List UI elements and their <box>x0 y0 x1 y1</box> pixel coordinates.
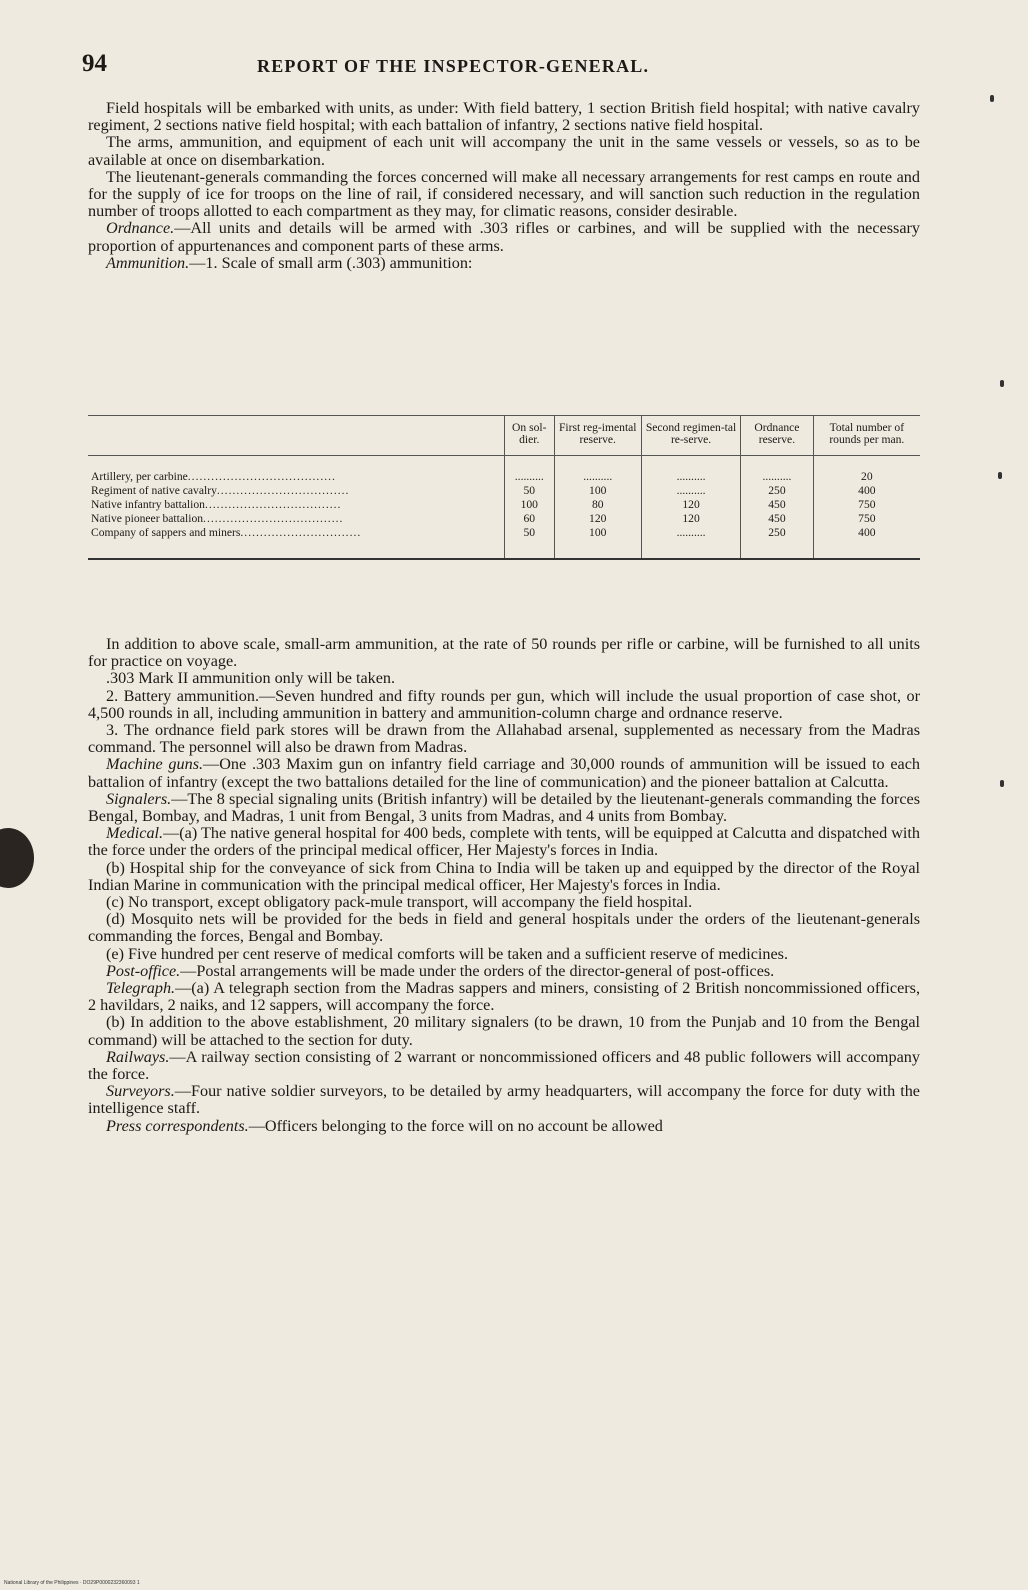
paragraph-text: (b) Hospital ship for the conveyance of sick from China to India will be taken up and equipped by the director of the Royal Indian Marine in communication with the principal medical officer, Her Majesty's forces in India. <box>88 858 920 894</box>
row-label <box>88 484 505 498</box>
paragraph-text: —Officers belonging to the force will on no account be allowed <box>248 1116 663 1135</box>
leader-dots: ...................................... <box>187 469 336 483</box>
row-label <box>88 526 505 558</box>
paragraph-lead: Post-office. <box>106 961 181 980</box>
paragraph <box>88 756 920 790</box>
paragraph-text: In addition to above scale, small-arm ammunition, at the rate of 50 rounds per rifle or carbine, will be furnished to all units for practice on voyage. <box>88 635 920 671</box>
paragraph-text: —A railway section consisting of 2 warrant or noncommissioned officers and 48 public followers will accompany the force. <box>88 1047 920 1084</box>
table-body <box>88 455 920 558</box>
paragraph-text: —Four native soldier surveyors, to be detailed by army headquarters, will accompany the force for duty with the intelligence staff. <box>88 1082 920 1118</box>
paragraph-lead: Medical. <box>106 824 164 843</box>
paragraph-lead: Surveyors. <box>106 1082 175 1101</box>
row-label <box>88 455 505 484</box>
paragraph-lead: Press correspondents. <box>106 1116 249 1135</box>
paragraph-text: (e) Five hundred per cent reserve of medical comforts will be taken and a sufficient reserve of medicines. <box>106 944 789 963</box>
paragraph <box>88 980 920 1014</box>
row-label <box>88 512 505 526</box>
column-header: First reg-imental reserve. <box>554 416 641 455</box>
paragraph-text: Field hospitals will be embarked with units, as under: With field battery, 1 section British field hospital; with native cavalry regiment, 2 sections native field hospital; with each battalion of infantry, 2 sections native field hospital. <box>88 99 920 135</box>
stub-header <box>88 416 505 455</box>
paragraph <box>88 1014 920 1048</box>
table-cell: 80 <box>554 498 641 512</box>
table-cell: 400 <box>813 484 920 498</box>
table-cell: 450 <box>741 498 813 512</box>
paragraph <box>88 722 920 756</box>
paragraph-lead: Machine guns. <box>106 755 204 774</box>
table-cell: 250 <box>741 484 813 498</box>
table-cell: 750 <box>813 498 920 512</box>
paragraph <box>88 1118 920 1135</box>
table-cell: 50 <box>505 526 555 558</box>
table-row <box>88 526 920 558</box>
paragraph <box>88 1083 920 1117</box>
table-row <box>88 498 920 512</box>
paragraph <box>88 255 920 272</box>
paragraph <box>88 134 920 168</box>
table-header-row <box>88 416 920 455</box>
table-cell: 60 <box>505 512 555 526</box>
column-header: Second regimen-tal re-serve. <box>641 416 740 455</box>
paragraph-text: (d) Mosquito nets will be provided for the beds in field and general hospitals under the orders of the lieutenant-generals commanding the forces, Bengal and Bombay. <box>88 910 920 946</box>
table-cell: .......... <box>641 455 740 484</box>
page-number: 94 <box>82 50 107 77</box>
table-cell: 100 <box>554 526 641 558</box>
paragraph <box>88 688 920 722</box>
row-label-text: Artillery, per carbine <box>91 469 188 483</box>
library-imprint: National Library of the Philippines · DO29P0000232360093 1 <box>4 1580 140 1586</box>
paragraph-text: —One .303 Maxim gun on infantry field carriage and 30,000 rounds of ammunition will be issued to each battalion of infantry (except the two battalions detailed for the line of communication) and the pioneer battalion at Calcutta. <box>88 755 920 791</box>
paragraph <box>88 1049 920 1083</box>
table-cell: .......... <box>741 455 813 484</box>
running-head: REPORT OF THE INSPECTOR-GENERAL. <box>257 56 650 76</box>
paragraph-text: —Postal arrangements will be made under the orders of the director-general of post-offices. <box>180 961 775 980</box>
paragraph-text: The arms, ammunition, and equipment of each unit will accompany the unit in the same vessels or vessels, so as to be available at once on disembarkation. <box>88 133 920 169</box>
paragraph-lead: Signalers. <box>106 789 172 808</box>
row-label <box>88 498 505 512</box>
paragraph <box>88 791 920 825</box>
paragraph <box>88 911 920 945</box>
ammunition-scale-table <box>88 416 920 558</box>
table-cell: 750 <box>813 512 920 526</box>
leader-dots: .................................. <box>216 483 350 497</box>
table-cell: .......... <box>641 526 740 558</box>
leader-dots: .................................... <box>203 511 344 525</box>
table-row <box>88 484 920 498</box>
paragraph-text: (b) In addition to the above establishment, 20 military signalers (to be drawn, 10 from the Punjab and 10 from the Bengal command) will be attached to the section for duty. <box>88 1013 920 1049</box>
leader-dots: ............................... <box>240 525 362 539</box>
table-cell: 120 <box>554 512 641 526</box>
paragraph <box>88 169 920 221</box>
paragraph <box>88 860 920 894</box>
row-label-text: Company of sappers and miners <box>91 525 241 539</box>
paragraph-text: 3. The ordnance field park stores will be drawn from the Allahabad arsenal, supplemented as necessary from the Madras command. The personnel will also be drawn from Madras. <box>88 721 920 757</box>
paragraph <box>88 636 920 670</box>
table-row <box>88 512 920 526</box>
margin-speck <box>1000 780 1004 787</box>
margin-speck <box>990 95 994 102</box>
paragraph-lead: Ordnance. <box>106 219 175 238</box>
paragraph <box>88 963 920 980</box>
paragraph-text: —1. Scale of small arm (.303) ammunition: <box>189 253 473 272</box>
thumb-shadow <box>0 828 34 888</box>
row-label-text: Native infantry battalion <box>91 497 205 511</box>
margin-speck <box>998 472 1002 479</box>
paragraph-lead: Telegraph. <box>106 979 176 998</box>
paragraph-text: 2. Battery ammunition.—Seven hundred and fifty rounds per gun, which will include the usual proportion of case shot, or 4,500 rounds in all, including ammunition in battery and ammunition-column charge and ordnance reserve. <box>88 686 920 722</box>
ammunition-table <box>88 415 920 560</box>
paragraph-lead: Railways. <box>106 1047 170 1066</box>
paragraph-text: .303 Mark II ammunition only will be taken. <box>106 669 396 688</box>
paragraph <box>88 220 920 254</box>
table-cell: .......... <box>554 455 641 484</box>
page-header <box>82 50 922 82</box>
column-header: Total number of rounds per man. <box>813 416 920 455</box>
text-block-top <box>88 100 920 272</box>
text-block-bottom <box>88 636 920 1135</box>
paragraph-text: The lieutenant-generals commanding the forces concerned will make all necessary arrangements for rest camps en route and for the supply of ice for troops on the line of rail, if considered necessary, and will sanction such reduction in the regulation number of troops allotted to each compartment as they may, for climatic reasons, consider desirable. <box>88 167 920 221</box>
paragraph <box>88 894 920 911</box>
table-cell: .......... <box>641 484 740 498</box>
table-cell: 250 <box>741 526 813 558</box>
paragraph-text: —All units and details will be armed with .303 rifles or carbines, and will be supplied with the necessary proportion of appurtenances and component parts of these arms. <box>88 219 920 255</box>
paragraph-text: —The 8 special signaling units (British infantry) will be detailed by the lieutenant-generals commanding the forces Bengal, Bombay, and Madras, 1 unit from Bengal, 3 units from Madras, and 4 units from Bombay. <box>88 789 920 826</box>
column-header: Ordnance reserve. <box>741 416 813 455</box>
paragraph-lead: Ammunition. <box>106 253 190 272</box>
row-label-text: Native pioneer battalion <box>91 511 204 525</box>
table-cell: 50 <box>505 484 555 498</box>
table-cell: 100 <box>505 498 555 512</box>
margin-speck <box>1000 380 1004 387</box>
table-cell: 120 <box>641 512 740 526</box>
row-label-text: Regiment of native cavalry <box>91 483 217 497</box>
table-cell: 400 <box>813 526 920 558</box>
table-row <box>88 455 920 484</box>
paragraph <box>88 100 920 134</box>
table-cell: 450 <box>741 512 813 526</box>
table-cell: .......... <box>505 455 555 484</box>
table-cell: 20 <box>813 455 920 484</box>
paragraph <box>88 670 920 687</box>
column-header: On sol-dier. <box>505 416 555 455</box>
paragraph <box>88 946 920 963</box>
table-bottom-rule <box>88 558 920 560</box>
paragraph-text: —(a) The native general hospital for 400 beds, complete with tents, will be equipped at Calcutta and dispatched with the force under the orders of the principal medical officer, Her Majesty's forces in India. <box>88 824 920 860</box>
paragraph-text: (c) No transport, except obligatory pack-mule transport, will accompany the field hospital. <box>106 893 693 912</box>
paragraph <box>88 825 920 859</box>
leader-dots: ................................... <box>204 497 342 511</box>
table-cell: 120 <box>641 498 740 512</box>
table-cell: 100 <box>554 484 641 498</box>
paragraph-text: —(a) A telegraph section from the Madras sappers and miners, consisting of 2 British noncommissioned officers, 2 havildars, 2 naiks, and 12 sappers, will accompany the force. <box>88 979 920 1015</box>
